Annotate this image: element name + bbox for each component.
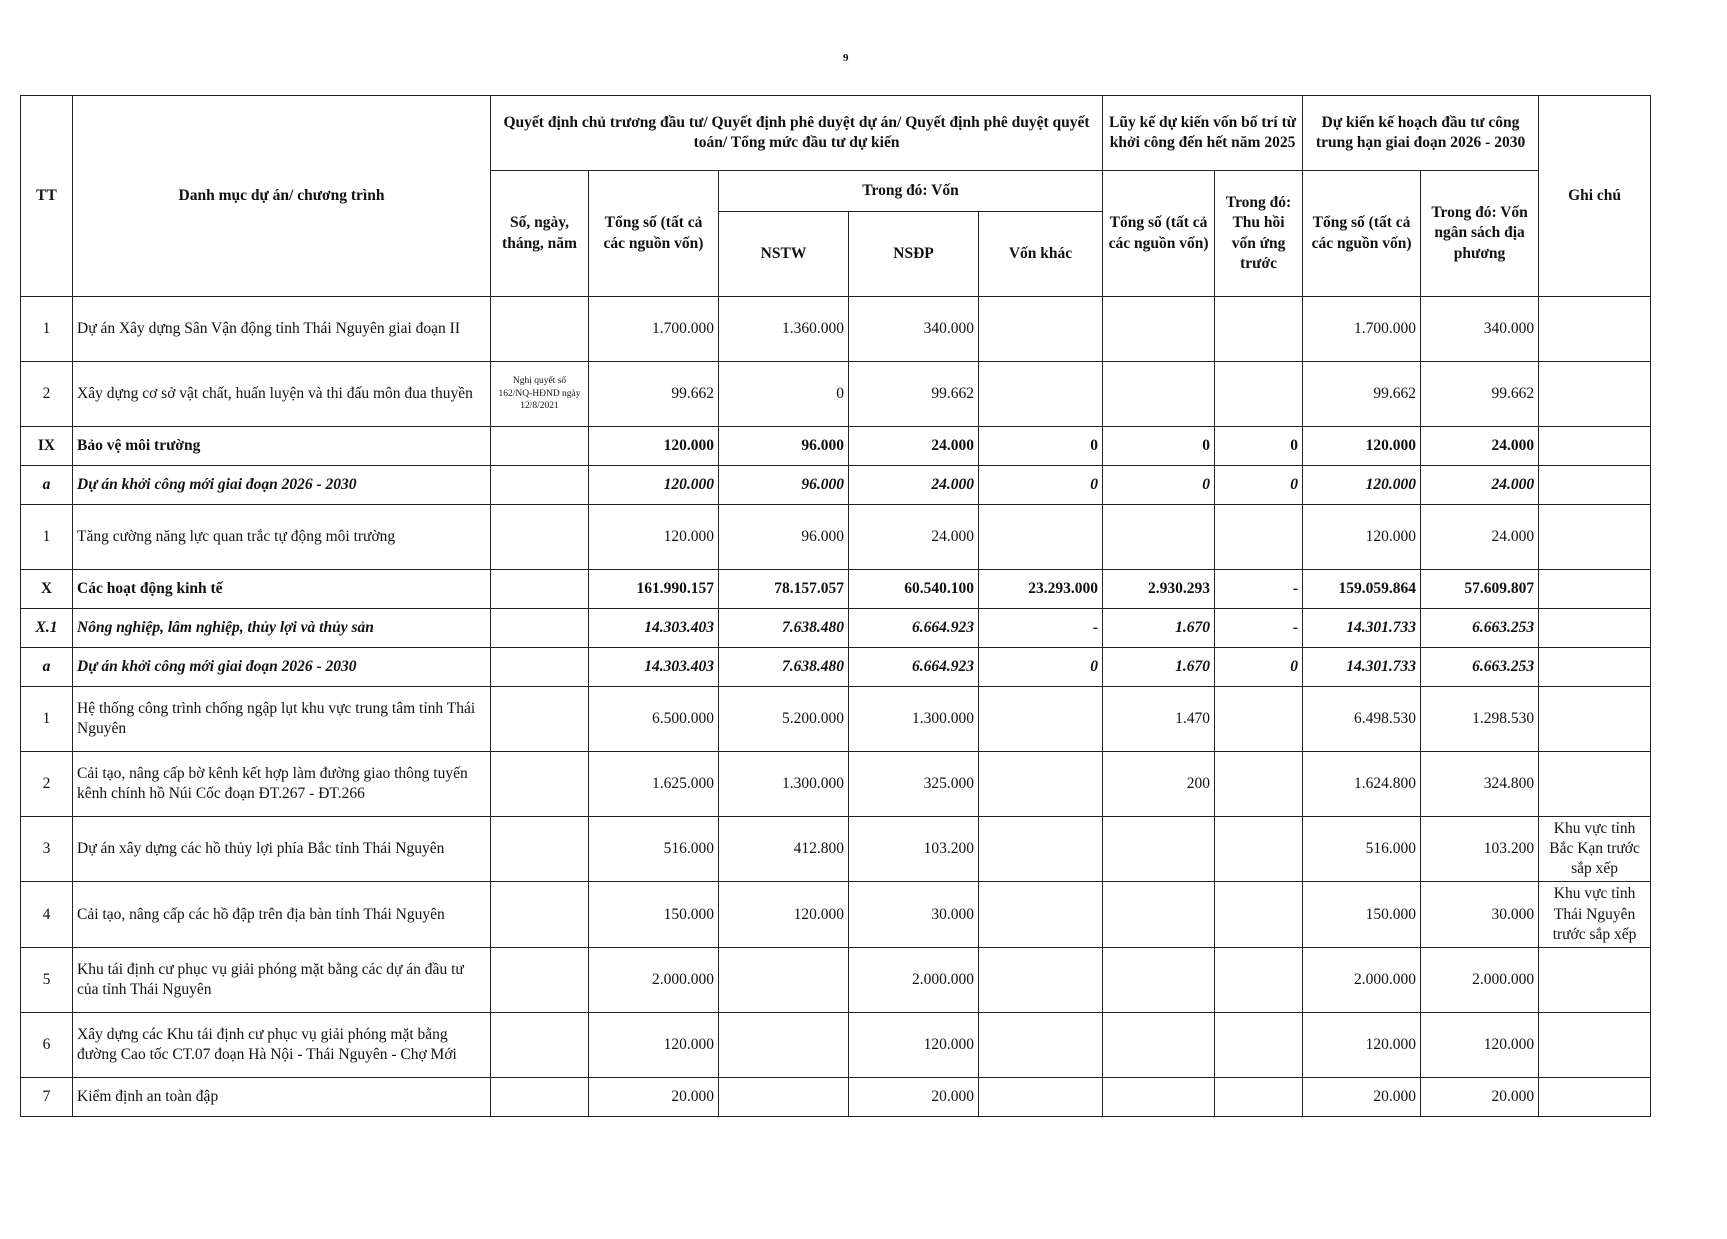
row-total: 6.500.000 <box>589 687 719 752</box>
row-other <box>979 1012 1103 1077</box>
row-decision <box>491 427 589 466</box>
header-cum-recovery: Trong đó: Thu hồi vốn ứng trước <box>1215 171 1303 297</box>
row-cum-total <box>1103 882 1215 947</box>
table-row <box>21 297 1651 362</box>
row-nsdp: 340.000 <box>849 297 979 362</box>
row-cum-total <box>1103 947 1215 1012</box>
row-other: 0 <box>979 427 1103 466</box>
row-nstw <box>719 1077 849 1116</box>
header-cumulative-group: Lũy kế dự kiến vốn bố trí từ khởi công đến hết năm 2025 <box>1103 96 1303 171</box>
row-total: 14.303.403 <box>589 648 719 687</box>
row-tt: a <box>21 466 73 505</box>
row-cum-total: 1.670 <box>1103 648 1215 687</box>
row-total: 120.000 <box>589 1012 719 1077</box>
row-nsdp: 120.000 <box>849 1012 979 1077</box>
row-note <box>1539 427 1651 466</box>
row-plan-local: 103.200 <box>1421 817 1539 882</box>
row-note <box>1539 1012 1651 1077</box>
row-other <box>979 947 1103 1012</box>
row-note <box>1539 609 1651 648</box>
row-name: Xây dựng cơ sở vật chất, huấn luyện và thi đấu môn đua thuyền <box>73 362 491 427</box>
row-total: 20.000 <box>589 1077 719 1116</box>
row-note <box>1539 687 1651 752</box>
row-tt: 1 <box>21 687 73 752</box>
row-note: Khu vực tỉnh Bắc Kạn trước sắp xếp <box>1539 817 1651 882</box>
table-row <box>21 1077 1651 1116</box>
row-nstw: 96.000 <box>719 427 849 466</box>
row-plan-total: 150.000 <box>1303 882 1421 947</box>
row-tt: X <box>21 570 73 609</box>
row-total: 120.000 <box>589 505 719 570</box>
row-cum-recovery <box>1215 947 1303 1012</box>
row-cum-recovery: - <box>1215 609 1303 648</box>
row-tt: 2 <box>21 362 73 427</box>
row-nsdp: 60.540.100 <box>849 570 979 609</box>
row-decision <box>491 752 589 817</box>
row-nsdp: 24.000 <box>849 466 979 505</box>
row-plan-total: 120.000 <box>1303 505 1421 570</box>
row-name: Xây dựng các Khu tái định cư phục vụ giải phóng mặt bằng đường Cao tốc CT.07 đoạn Hà Nội - Thái Nguyên - Chợ Mới <box>73 1012 491 1077</box>
row-decision <box>491 947 589 1012</box>
row-tt: IX <box>21 427 73 466</box>
row-name: Bảo vệ môi trường <box>73 427 491 466</box>
row-tt: 3 <box>21 817 73 882</box>
row-decision <box>491 882 589 947</box>
row-plan-local: 340.000 <box>1421 297 1539 362</box>
page-number: 9 <box>843 52 849 64</box>
row-nstw: 96.000 <box>719 466 849 505</box>
table-row <box>21 1012 1651 1077</box>
row-name: Cải tạo, nâng cấp bờ kênh kết hợp làm đường giao thông tuyến kênh chính hồ Núi Cốc đoạn ĐT.267 - ĐT.266 <box>73 752 491 817</box>
table-row <box>21 427 1651 466</box>
row-other: 0 <box>979 648 1103 687</box>
row-cum-recovery <box>1215 1077 1303 1116</box>
row-nstw: 7.638.480 <box>719 648 849 687</box>
row-plan-local: 2.000.000 <box>1421 947 1539 1012</box>
header-cum-total: Tổng số (tất cả các nguồn vốn) <box>1103 171 1215 297</box>
row-tt: 1 <box>21 505 73 570</box>
row-tt: 6 <box>21 1012 73 1077</box>
row-plan-local: 20.000 <box>1421 1077 1539 1116</box>
row-nstw: 5.200.000 <box>719 687 849 752</box>
row-plan-total: 1.624.800 <box>1303 752 1421 817</box>
header-nsdp: NSĐP <box>849 212 979 297</box>
table-row <box>21 570 1651 609</box>
row-decision <box>491 648 589 687</box>
row-cum-recovery <box>1215 1012 1303 1077</box>
table-row <box>21 466 1651 505</box>
header-note: Ghi chú <box>1539 96 1651 297</box>
row-other <box>979 1077 1103 1116</box>
row-cum-total <box>1103 362 1215 427</box>
row-name: Dự án khởi công mới giai đoạn 2026 - 2030 <box>73 648 491 687</box>
row-name: Dự án Xây dựng Sân Vận động tỉnh Thái Nguyên giai đoạn II <box>73 297 491 362</box>
row-nstw: 412.800 <box>719 817 849 882</box>
row-other: - <box>979 609 1103 648</box>
row-decision <box>491 817 589 882</box>
row-plan-total: 20.000 <box>1303 1077 1421 1116</box>
row-plan-total: 14.301.733 <box>1303 609 1421 648</box>
row-note <box>1539 362 1651 427</box>
row-cum-total: 0 <box>1103 427 1215 466</box>
table-row <box>21 648 1651 687</box>
row-plan-local: 24.000 <box>1421 505 1539 570</box>
row-cum-recovery <box>1215 687 1303 752</box>
row-cum-recovery: 0 <box>1215 648 1303 687</box>
header-plan-group: Dự kiến kế hoạch đầu tư công trung hạn giai đoạn 2026 - 2030 <box>1303 96 1539 171</box>
row-nstw: 1.360.000 <box>719 297 849 362</box>
row-tt: 5 <box>21 947 73 1012</box>
row-nsdp: 6.664.923 <box>849 648 979 687</box>
row-cum-recovery <box>1215 505 1303 570</box>
row-plan-total: 516.000 <box>1303 817 1421 882</box>
table-row <box>21 609 1651 648</box>
row-cum-total: 0 <box>1103 466 1215 505</box>
row-plan-total: 120.000 <box>1303 1012 1421 1077</box>
row-cum-recovery <box>1215 882 1303 947</box>
row-cum-total <box>1103 297 1215 362</box>
row-cum-total <box>1103 1077 1215 1116</box>
row-tt: X.1 <box>21 609 73 648</box>
row-name: Nông nghiệp, lâm nghiệp, thủy lợi và thủy sản <box>73 609 491 648</box>
table-row <box>21 505 1651 570</box>
row-plan-total: 6.498.530 <box>1303 687 1421 752</box>
row-other <box>979 505 1103 570</box>
row-name: Hệ thống công trình chống ngập lụt khu vực trung tâm tỉnh Thái Nguyên <box>73 687 491 752</box>
row-total: 120.000 <box>589 427 719 466</box>
row-note <box>1539 752 1651 817</box>
row-cum-total: 2.930.293 <box>1103 570 1215 609</box>
row-note <box>1539 466 1651 505</box>
row-name: Cải tạo, nâng cấp các hồ đập trên địa bàn tỉnh Thái Nguyên <box>73 882 491 947</box>
row-other <box>979 297 1103 362</box>
row-plan-local: 30.000 <box>1421 882 1539 947</box>
row-plan-total: 120.000 <box>1303 466 1421 505</box>
row-plan-total: 1.700.000 <box>1303 297 1421 362</box>
row-nsdp: 20.000 <box>849 1077 979 1116</box>
header-decision-no: Số, ngày, tháng, năm <box>491 171 589 297</box>
row-decision <box>491 505 589 570</box>
row-nsdp: 24.000 <box>849 427 979 466</box>
row-total: 150.000 <box>589 882 719 947</box>
row-tt: 2 <box>21 752 73 817</box>
row-other <box>979 817 1103 882</box>
row-decision <box>491 687 589 752</box>
row-note <box>1539 570 1651 609</box>
row-decision <box>491 1077 589 1116</box>
row-plan-local: 1.298.530 <box>1421 687 1539 752</box>
row-note <box>1539 648 1651 687</box>
header-decision-group: Quyết định chủ trương đầu tư/ Quyết định phê duyệt dự án/ Quyết định phê duyệt quyết toán/ Tổng mức đầu tư dự kiến <box>491 96 1103 171</box>
row-cum-recovery <box>1215 297 1303 362</box>
row-name: Dự án xây dựng các hồ thủy lợi phía Bắc tỉnh Thái Nguyên <box>73 817 491 882</box>
row-plan-total: 14.301.733 <box>1303 648 1421 687</box>
row-plan-local: 57.609.807 <box>1421 570 1539 609</box>
header-plan-total: Tổng số (tất cả các nguồn vốn) <box>1303 171 1421 297</box>
row-decision <box>491 466 589 505</box>
row-plan-total: 2.000.000 <box>1303 947 1421 1012</box>
row-other: 0 <box>979 466 1103 505</box>
row-plan-total: 99.662 <box>1303 362 1421 427</box>
row-nsdp: 2.000.000 <box>849 947 979 1012</box>
header-nstw: NSTW <box>719 212 849 297</box>
row-tt: a <box>21 648 73 687</box>
row-name: Kiểm định an toàn đập <box>73 1077 491 1116</box>
table-row <box>21 947 1651 1012</box>
header-name: Danh mục dự án/ chương trình <box>73 96 491 297</box>
header-other: Vốn khác <box>979 212 1103 297</box>
row-nstw: 96.000 <box>719 505 849 570</box>
table-row <box>21 752 1651 817</box>
header-of-which-capital: Trong đó: Vốn <box>719 171 1103 212</box>
row-cum-recovery: 0 <box>1215 466 1303 505</box>
row-nstw <box>719 947 849 1012</box>
row-cum-recovery: 0 <box>1215 427 1303 466</box>
row-tt: 7 <box>21 1077 73 1116</box>
row-plan-local: 24.000 <box>1421 466 1539 505</box>
row-nstw: 120.000 <box>719 882 849 947</box>
row-cum-total: 200 <box>1103 752 1215 817</box>
row-plan-total: 159.059.864 <box>1303 570 1421 609</box>
row-total: 1.625.000 <box>589 752 719 817</box>
row-total: 120.000 <box>589 466 719 505</box>
row-nstw: 1.300.000 <box>719 752 849 817</box>
row-plan-local: 120.000 <box>1421 1012 1539 1077</box>
row-cum-total: 1.470 <box>1103 687 1215 752</box>
table-row <box>21 882 1651 947</box>
row-name: Tăng cường năng lực quan trắc tự động môi trường <box>73 505 491 570</box>
row-name: Dự án khởi công mới giai đoạn 2026 - 2030 <box>73 466 491 505</box>
row-other <box>979 687 1103 752</box>
row-cum-recovery <box>1215 362 1303 427</box>
row-total: 2.000.000 <box>589 947 719 1012</box>
row-name: Các hoạt động kinh tế <box>73 570 491 609</box>
row-decision <box>491 297 589 362</box>
row-nsdp: 30.000 <box>849 882 979 947</box>
row-cum-recovery <box>1215 752 1303 817</box>
row-decision <box>491 1012 589 1077</box>
row-other <box>979 752 1103 817</box>
row-plan-local: 6.663.253 <box>1421 648 1539 687</box>
row-total: 516.000 <box>589 817 719 882</box>
row-tt: 4 <box>21 882 73 947</box>
row-total: 1.700.000 <box>589 297 719 362</box>
row-cum-recovery: - <box>1215 570 1303 609</box>
header-total-all: Tổng số (tất cả các nguồn vốn) <box>589 171 719 297</box>
row-note: Khu vực tỉnh Thái Nguyên trước sắp xếp <box>1539 882 1651 947</box>
row-nsdp: 1.300.000 <box>849 687 979 752</box>
row-nsdp: 103.200 <box>849 817 979 882</box>
row-decision <box>491 609 589 648</box>
table-row <box>21 687 1651 752</box>
row-other <box>979 882 1103 947</box>
row-total: 14.303.403 <box>589 609 719 648</box>
investment-table <box>20 95 1651 1117</box>
row-cum-recovery <box>1215 817 1303 882</box>
row-cum-total <box>1103 505 1215 570</box>
row-note <box>1539 1077 1651 1116</box>
row-note <box>1539 947 1651 1012</box>
table-row <box>21 362 1651 427</box>
row-plan-total: 120.000 <box>1303 427 1421 466</box>
row-name: Khu tái định cư phục vụ giải phóng mặt bằng các dự án đầu tư của tỉnh Thái Nguyên <box>73 947 491 1012</box>
row-total: 99.662 <box>589 362 719 427</box>
row-nsdp: 6.664.923 <box>849 609 979 648</box>
header-tt: TT <box>21 96 73 297</box>
row-nsdp: 99.662 <box>849 362 979 427</box>
row-plan-local: 99.662 <box>1421 362 1539 427</box>
row-plan-local: 24.000 <box>1421 427 1539 466</box>
row-cum-total <box>1103 817 1215 882</box>
row-plan-local: 6.663.253 <box>1421 609 1539 648</box>
header-plan-local: Trong đó: Vốn ngân sách địa phương <box>1421 171 1539 297</box>
row-nstw: 78.157.057 <box>719 570 849 609</box>
row-cum-total: 1.670 <box>1103 609 1215 648</box>
row-decision <box>491 570 589 609</box>
row-decision: Nghị quyết số 162/NQ-HĐND ngày 12/8/2021 <box>491 362 589 427</box>
row-nstw <box>719 1012 849 1077</box>
row-total: 161.990.157 <box>589 570 719 609</box>
row-other: 23.293.000 <box>979 570 1103 609</box>
table-row <box>21 817 1651 882</box>
row-tt: 1 <box>21 297 73 362</box>
row-cum-total <box>1103 1012 1215 1077</box>
row-nsdp: 325.000 <box>849 752 979 817</box>
row-other <box>979 362 1103 427</box>
row-plan-local: 324.800 <box>1421 752 1539 817</box>
row-nsdp: 24.000 <box>849 505 979 570</box>
row-nstw: 7.638.480 <box>719 609 849 648</box>
row-note <box>1539 505 1651 570</box>
row-note <box>1539 297 1651 362</box>
row-nstw: 0 <box>719 362 849 427</box>
